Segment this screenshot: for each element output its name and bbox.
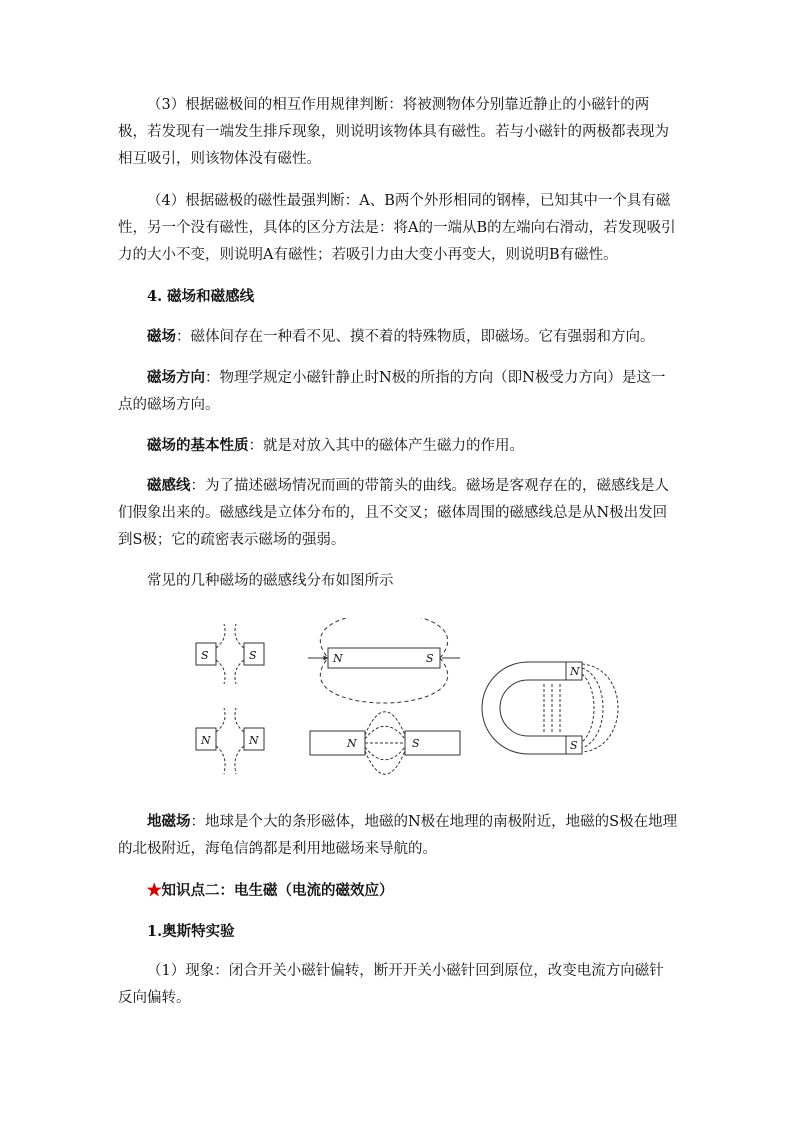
label-ns-s: S (412, 737, 420, 750)
term-field-nature: 磁场的基本性质 (147, 437, 249, 454)
label-ns-n: N (347, 737, 357, 750)
oersted-heading: 1.奥斯特实验 (147, 923, 235, 940)
knowledge-point-2-heading (118, 877, 678, 904)
label-nn-left: N (201, 734, 211, 747)
magnetic-field-lines-figure (190, 618, 640, 788)
label-nn-right: N (249, 734, 259, 747)
knowledge-point-2-title: 知识点二：电生磁（电流的磁效应） (161, 882, 394, 899)
paragraph-field-direction (118, 364, 678, 419)
paragraph-method-3: （3）根据磁极间的相互作用规律判断：将被测物体分别靠近静止的小磁针的两极，若发现有一端发生排斥现象，则说明该物体具有磁性。若与小磁针的两极都表现为相互吸引，则该物体没有磁性。 (118, 97, 669, 167)
star-icon: ★ (147, 882, 162, 899)
term-magnetic-field: 磁场 (147, 328, 176, 345)
term-field-direction: 磁场方向 (147, 369, 205, 386)
label-bar-s: S (426, 652, 434, 665)
paragraph-method-4: （4）根据磁极的磁性最强判断：A、B两个外形相同的钢棒，已知其中一个具有磁性，另一个没有磁性，具体的区分方法是：将A的一端从B的左端向右滑动，若发现吸引力的大小不变，则说明A有磁性；若吸引力由大变小再变大，则说明B有磁性。 (118, 193, 676, 263)
definition-field-nature: ：就是对放入其中的磁体产生磁力的作用。 (248, 438, 524, 454)
definition-field-direction: ：物理学规定小磁针静止时N极的所指的方向（即N极受力方向）是这一点的磁场方向。 (118, 370, 666, 413)
term-earth-field: 地磁场 (147, 813, 191, 830)
definition-field-lines: ：为了描述磁场情况而画的带箭头的曲线。磁场是客观存在的，磁感线是人们假象出来的。磁感线是立体分布的，且不交叉；磁体周围的磁感线总是从N极出发回到S极；它的疏密表示磁场的强弱。 (118, 478, 669, 548)
label-bar-n: N (333, 652, 343, 665)
paragraph-field-lines (118, 472, 678, 554)
paragraph-magnetic-field (118, 323, 678, 351)
figure-caption: 常见的几种磁场的磁感线分布如图所示 (147, 573, 394, 589)
paragraph-earth-field (118, 808, 678, 863)
label-s-left: S (201, 649, 209, 662)
definition-earth-field: ：地球是个大的条形磁体，地磁的N极在地理的南极附近，地磁的S极在地理的北极附近，海龟信鸽都是利用地磁场来导航的。 (118, 814, 678, 857)
label-u-n: N (570, 665, 580, 678)
paragraph-oersted-phenomenon: （1）现象：闭合开关小磁针偏转，断开开关小磁针回到原位，改变电流方向磁针反向偏转。 (118, 963, 664, 1006)
section-heading-magnetic-field: 4. 磁场和磁感线 (147, 288, 255, 305)
paragraph-field-nature (118, 432, 678, 460)
term-field-lines: 磁感线 (147, 477, 191, 494)
label-u-s: S (570, 739, 578, 752)
label-s-right: S (249, 649, 257, 662)
definition-magnetic-field: ：磁体间存在一种看不见、摸不着的特殊物质，即磁场。它有强弱和方向。 (176, 329, 655, 345)
